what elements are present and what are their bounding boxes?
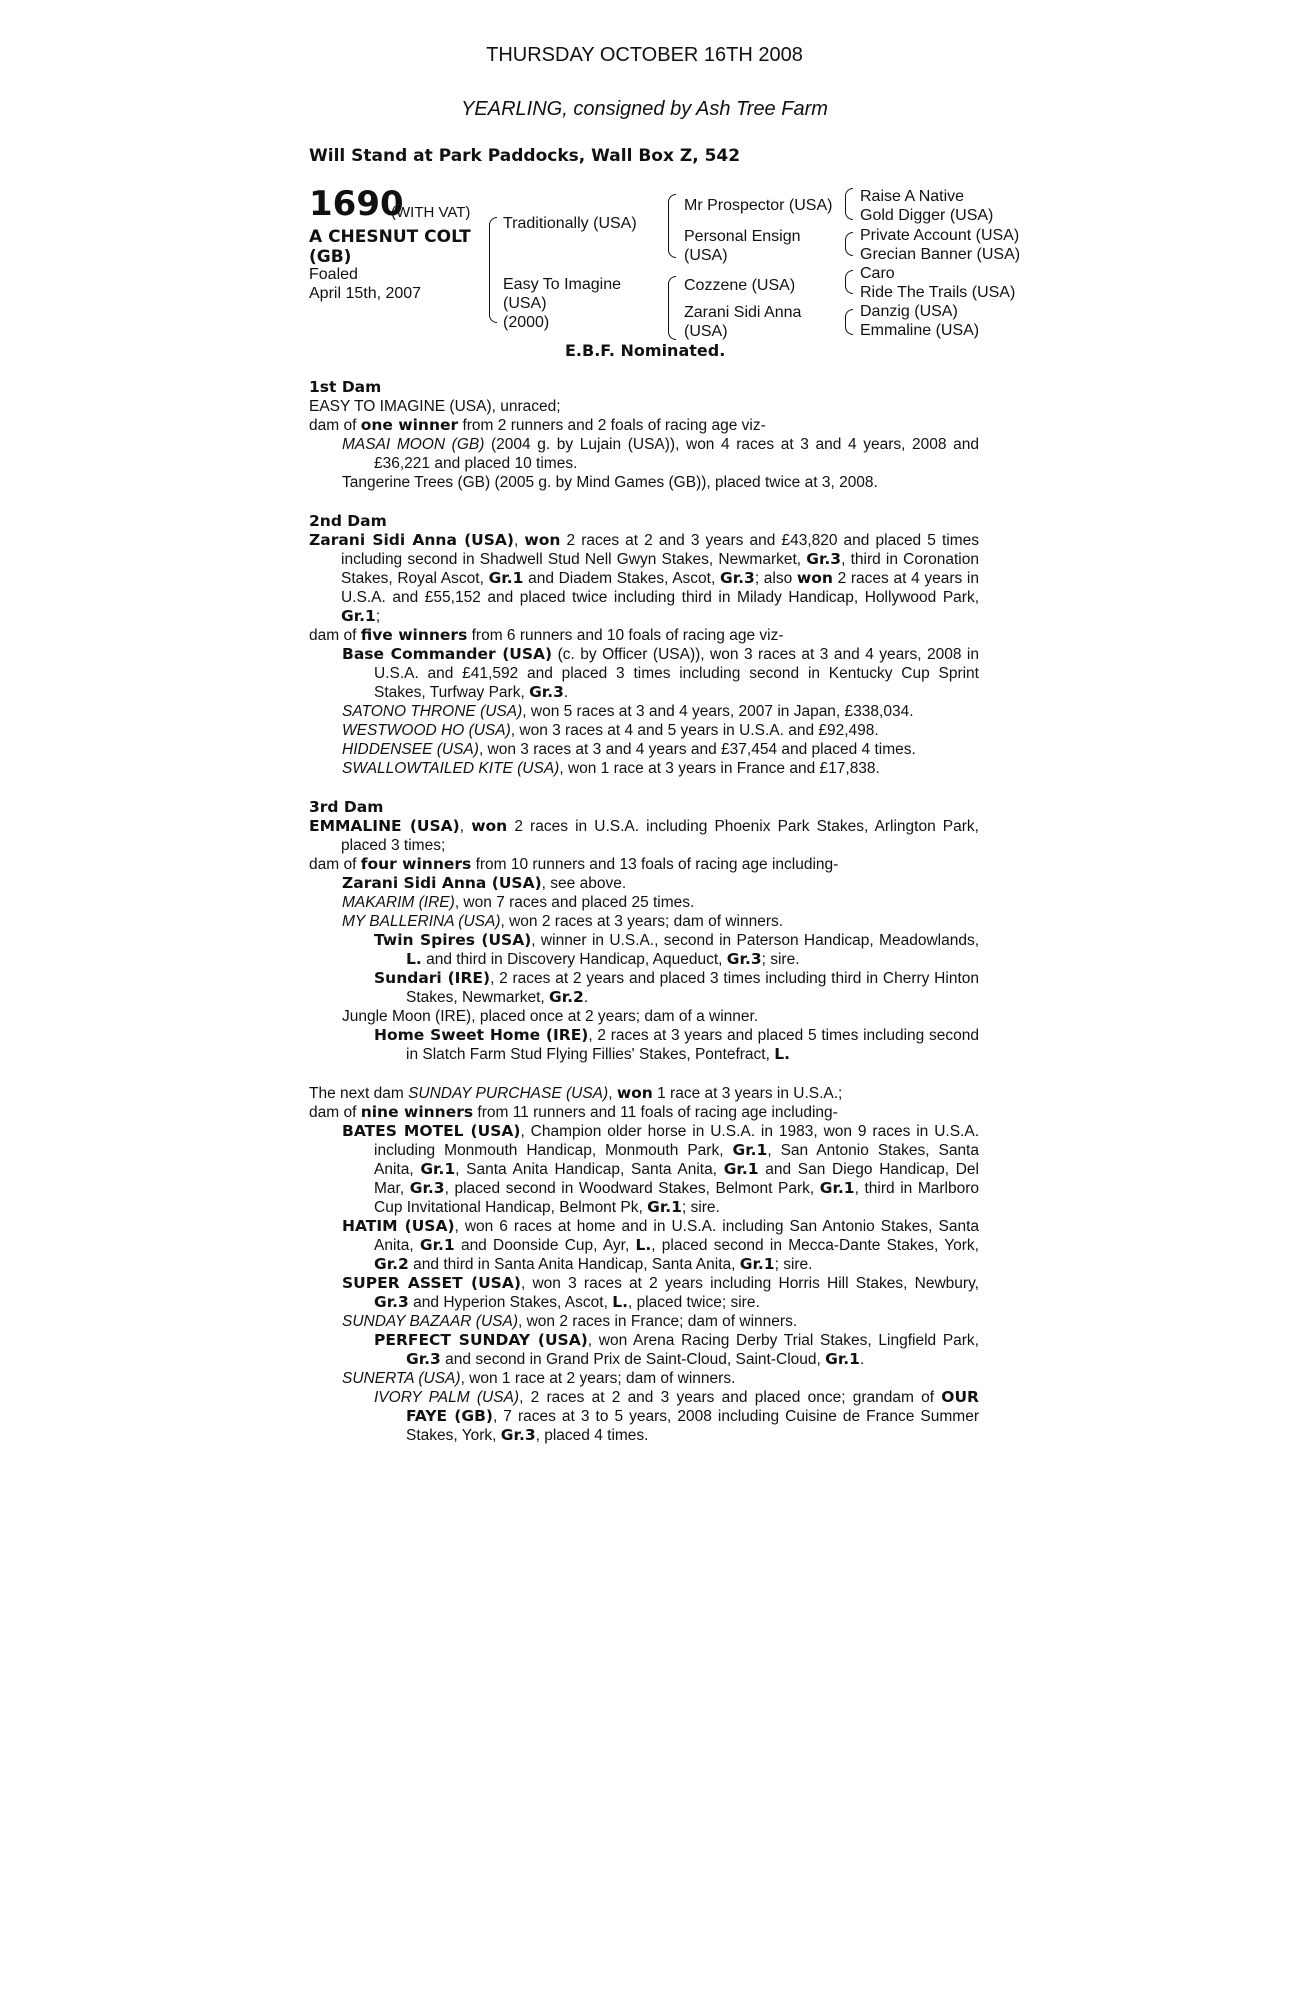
pedigree-dam-dam-line2: (USA) (684, 323, 728, 340)
pedigree-sire-dam (684, 227, 801, 265)
produce-hiddensee: HIDDENSEE (USA), won 3 races at 3 and 4 years and £37,454 and placed 4 times. (342, 741, 916, 758)
consignor-line: YEARLING, consigned by Ash Tree Farm (461, 98, 828, 120)
brace-ss (845, 188, 853, 220)
produce-twin-spires: Twin Spires (USA), winner in U.S.A., second in Paterson Handicap, Meadowlands, L. and third in Discovery Handicap, Aqueduct, Gr.3; sire. (374, 931, 979, 968)
foaled-label: Foaled (309, 266, 358, 283)
sale-date: THURSDAY OCTOBER 16TH 2008 (486, 44, 803, 66)
pedigree-dds: Danzig (USA) (860, 303, 958, 320)
produce-jungle-moon: Jungle Moon (IRE), placed once at 2 years; dam of a winner. (342, 1008, 759, 1025)
foaled-date: April 15th, 2007 (309, 285, 422, 302)
brace-dd (845, 309, 853, 335)
produce-perfect-sunday: PERFECT SUNDAY (USA), won Arena Racing Derby Trial Stakes, Lingfield Park, Gr.3 and second in Grand Prix de Saint-Cloud, Saint-Cloud, Gr.1. (374, 1331, 979, 1368)
produce-tangerine-trees: Tangerine Trees (GB) (2005 g. by Mind Games (GB)), placed twice at 3, 2008. (342, 474, 878, 491)
pedigree-dsd: Ride The Trails (USA) (860, 284, 1016, 301)
pedigree-dam-line1: Easy To Imagine (503, 276, 621, 293)
horse-name (309, 227, 471, 267)
produce-bates-motel: BATES MOTEL (USA), Champion older horse in U.S.A. in 1983, won 9 races in U.S.A. including Monmouth Handicap, Monmouth Park, Gr.1, San Antonio Stakes, Santa Anita, Gr.1, Santa Anita Handicap, Santa Anita, Gr.1 and San Diego Handicap, Del Mar, Gr.3, placed second in Woodward Stakes, Belmont Park, Gr.1, third in Marlboro Cup Invitational Handicap, Belmont Pk, Gr.1; sire. (342, 1122, 980, 1216)
produce-westwood-ho: WESTWOOD HO (USA), won 3 races at 4 and 5 years in U.S.A. and £92,498. (342, 722, 879, 739)
produce-sundari: Sundari (IRE), 2 races at 2 years and placed 3 times including third in Cherry Hinton Stakes, Newmarket, Gr.2. (374, 969, 979, 1006)
lot-number: 1690 (309, 184, 404, 224)
produce-swallowtailed-kite: SWALLOWTAILED KITE (USA), won 1 race at 3 years in France and £17,838. (342, 760, 880, 777)
pedigree-sss: Raise A Native (860, 188, 965, 205)
produce-masai-moon: MASAI MOON (GB) (2004 g. by Lujain (USA)), won 4 races at 3 and 4 years, 2008 and £36,221 and placed 10 times. (342, 436, 979, 472)
ebf-nominated: E.B.F. Nominated. (565, 341, 726, 360)
pedigree-sds: Private Account (USA) (860, 227, 1020, 244)
produce-hatim: HATIM (USA), won 6 races at home and in U.S.A. including San Antonio Stakes, Santa Anita, Gr.1 and Doonside Cup, Ayr, L., placed second in Mecca-Dante Stakes, York, Gr.2 and third in Santa Anita Handicap, Santa Anita, Gr.1; sire. (342, 1217, 979, 1273)
horse-name-line2: (GB) (309, 247, 352, 267)
pedigree-sire-dam-line2: (USA) (684, 247, 728, 264)
brace-dam (668, 276, 676, 340)
pedigree-dam (503, 275, 621, 332)
produce-my-ballerina: MY BALLERINA (USA), won 2 races at 3 years; dam of winners. (342, 913, 784, 930)
produce-home-sweet-home: Home Sweet Home (IRE), 2 races at 3 years and placed 5 times including second in Slatch Farm Stud Flying Fillies' Stakes, Pontefract, L. (374, 1026, 979, 1063)
next-dam-record: The next dam SUNDAY PURCHASE (USA), won 1 race at 3 years in U.S.A.; (309, 1084, 843, 1102)
second-dam-section (309, 512, 979, 778)
first-dam-line: EASY TO IMAGINE (USA), unraced; (309, 398, 561, 415)
produce-sunday-bazaar: SUNDAY BAZAAR (USA), won 2 races in France; dam of winners. (342, 1313, 798, 1330)
produce-satono-throne: SATONO THRONE (USA), won 5 races at 3 and 4 years, 2007 in Japan, £338,034. (342, 703, 914, 720)
pedigree-sire: Traditionally (USA) (503, 215, 637, 232)
produce-makarim: MAKARIM (IRE), won 7 races and placed 25 times. (342, 894, 695, 911)
pedigree-dam-line2: (USA) (503, 295, 547, 312)
next-dam-section (309, 1084, 979, 1445)
third-dam-record: EMMALINE (USA), won 2 races in U.S.A. including Phoenix Park Stakes, Arlington Park, placed 3 times; (309, 817, 979, 854)
second-dam-produce-summary: dam of five winners from 6 runners and 10 foals of racing age viz- (309, 626, 784, 644)
next-dam-produce-summary: dam of nine winners from 11 runners and 11 foals of racing age including- (309, 1103, 838, 1121)
brace-gen1 (489, 217, 497, 323)
brace-ds (845, 270, 853, 294)
produce-zarani-sidi-anna: Zarani Sidi Anna (USA), see above. (342, 874, 627, 892)
second-dam-record: Zarani Sidi Anna (USA), won 2 races at 2 and 3 years and £43,820 and placed 5 times including second in Shadwell Stud Nell Gwyn Stakes, Newmarket, Gr.3, third in Coronation Stakes, Royal Ascot, Gr.1 and Diadem Stakes, Ascot, Gr.3; also won 2 races at 4 years in U.S.A. and £55,152 and placed twice including third in Milady Handicap, Hollywood Park, Gr.1; (309, 531, 979, 625)
pedigree-dam-dam (684, 303, 801, 341)
produce-super-asset: SUPER ASSET (USA), won 3 races at 2 years including Horris Hill Stakes, Newbury, Gr.3 and Hyperion Stakes, Ascot, L., placed twice; sire. (342, 1274, 979, 1311)
section-title-3rd-dam: 3rd Dam (309, 798, 384, 816)
pedigree-sdd: Grecian Banner (USA) (860, 246, 1021, 263)
pedigree-dam-line3: (2000) (503, 314, 550, 331)
pedigree-sire-sire: Mr Prospector (USA) (684, 197, 833, 214)
pedigree-dam-sire: Cozzene (USA) (684, 277, 796, 294)
pedigree-dss: Caro (860, 265, 895, 282)
foaled-info (309, 265, 421, 303)
pedigree-dam-dam-line1: Zarani Sidi Anna (684, 304, 802, 321)
pedigree-ssd: Gold Digger (USA) (860, 207, 994, 224)
stand-location: Will Stand at Park Paddocks, Wall Box Z, 542 (309, 146, 741, 166)
brace-sd (845, 232, 853, 256)
third-dam-produce-summary: dam of four winners from 10 runners and 13 foals of racing age including- (309, 855, 839, 873)
section-title-2nd-dam: 2nd Dam (309, 512, 387, 530)
first-dam-section (309, 378, 979, 492)
horse-name-line1: A CHESNUT COLT (309, 227, 471, 247)
vat-note: (WITH VAT) (391, 204, 471, 221)
produce-sunerta: SUNERTA (USA), won 1 race at 2 years; dam of winners. (342, 1370, 736, 1387)
pedigree-ddd: Emmaline (USA) (860, 322, 980, 339)
section-title-1st-dam: 1st Dam (309, 378, 382, 396)
produce-ivory-palm: IVORY PALM (USA), 2 races at 2 and 3 years and placed once; grandam of OUR FAYE (GB), 7 races at 3 to 5 years, 2008 including Cuisine de France Summer Stakes, York, Gr.3, placed 4 times. (374, 1388, 979, 1444)
third-dam-section (309, 798, 979, 1064)
produce-base-commander: Base Commander (USA) (c. by Officer (USA)), won 3 races at 3 and 4 years, 2008 in U.S.A. and £41,592 and placed 3 times including second in Kentucky Cup Sprint Stakes, Turfway Park, Gr.3. (342, 645, 979, 701)
pedigree-sire-dam-line1: Personal Ensign (684, 228, 801, 245)
brace-sire (668, 194, 676, 258)
first-dam-produce-summary: dam of one winner from 2 runners and 2 foals of racing age viz- (309, 416, 766, 434)
